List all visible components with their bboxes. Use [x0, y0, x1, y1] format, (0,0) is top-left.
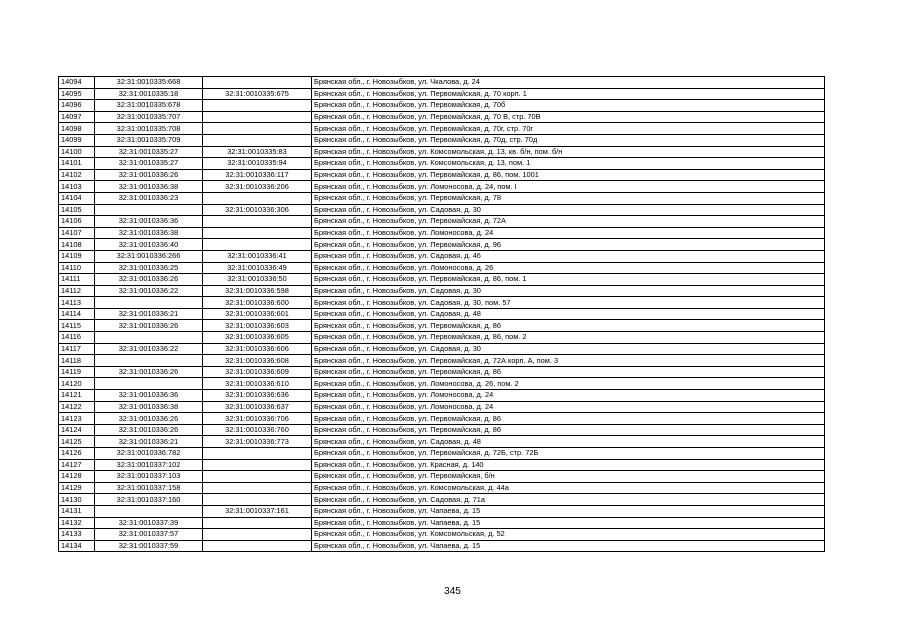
building-number-cell: 32:31:0010336:598 [203, 285, 312, 297]
building-number-cell [203, 123, 312, 135]
land-plot-number-cell: 32:31:0010336:22 [95, 343, 203, 355]
row-number-cell: 14106 [59, 216, 95, 228]
table-row [59, 216, 825, 228]
land-plot-number-cell [95, 355, 203, 367]
address-cell: Брянская обл., г. Новозыбков, ул. Комсомольская, д. 44а [312, 482, 825, 494]
address-cell: Брянская обл., г. Новозыбков, ул. Ломоносова, д. 26, пом. 2 [312, 378, 825, 390]
land-plot-number-cell: 32:31:0010336:40 [95, 239, 203, 251]
table-row [59, 111, 825, 123]
land-plot-number-cell: 32:31:0010337:158 [95, 482, 203, 494]
address-cell: Брянская обл., г. Новозыбков, ул. Садовая, д. 46 [312, 250, 825, 262]
table-row [59, 227, 825, 239]
table-row [59, 134, 825, 146]
table-row [59, 239, 825, 251]
building-number-cell: 32:31:0010336:117 [203, 169, 312, 181]
row-number-cell: 14127 [59, 459, 95, 471]
land-plot-number-cell: 32:31:0010336:26 [95, 424, 203, 436]
land-plot-number-cell: 32:31:0010336:25 [95, 262, 203, 274]
row-number-cell: 14108 [59, 239, 95, 251]
address-cell: Брянская обл., г. Новозыбков, ул. Первомайская, д. 86 [312, 320, 825, 332]
row-number-cell: 14102 [59, 169, 95, 181]
building-number-cell: 32:31:0010336:306 [203, 204, 312, 216]
table-row [59, 262, 825, 274]
row-number-cell: 14094 [59, 77, 95, 89]
building-number-cell [203, 134, 312, 146]
address-cell: Брянская обл., г. Новозыбков, ул. Первомайская, д. 86 [312, 413, 825, 425]
table-row [59, 274, 825, 286]
table-row [59, 540, 825, 552]
address-cell: Брянская обл., г. Новозыбков, ул. Садовая, д. 71а [312, 494, 825, 506]
address-cell: Брянская обл., г. Новозыбков, ул. Садовая, д. 48 [312, 436, 825, 448]
row-number-cell: 14101 [59, 158, 95, 170]
row-number-cell: 14107 [59, 227, 95, 239]
land-plot-number-cell: 32:31:0010336:266 [95, 250, 203, 262]
table-row [59, 401, 825, 413]
building-number-cell: 32:31:0010336:41 [203, 250, 312, 262]
building-number-cell: 32:31:0010336:206 [203, 181, 312, 193]
land-plot-number-cell: 32:31:0010337:160 [95, 494, 203, 506]
table-row [59, 378, 825, 390]
table-row [59, 100, 825, 112]
table-row [59, 413, 825, 425]
address-cell: Брянская обл., г. Новозыбков, ул. Садовая, д. 30 [312, 343, 825, 355]
address-cell: Брянская обл., г. Новозыбков, ул. Первомайская, д. 86 [312, 424, 825, 436]
address-cell: Брянская обл., г. Новозыбков, ул. Ломоносова, д. 26 [312, 262, 825, 274]
address-cell: Брянская обл., г. Новозыбков, ул. Первомайская, д. 86, пом. 1 [312, 274, 825, 286]
building-number-cell [203, 227, 312, 239]
table-row [59, 343, 825, 355]
building-number-cell: 32:31:0010336:600 [203, 297, 312, 309]
row-number-cell: 14095 [59, 88, 95, 100]
table-row [59, 494, 825, 506]
address-cell: Брянская обл., г. Новозыбков, ул. Первомайская, д. 72А [312, 216, 825, 228]
building-number-cell: 32:31:0010337:161 [203, 505, 312, 517]
land-plot-number-cell: 32:31:0010336:782 [95, 448, 203, 460]
building-number-cell: 32:31:0010336:50 [203, 274, 312, 286]
land-plot-number-cell: 32:31:0010335:678 [95, 100, 203, 112]
land-plot-number-cell: 32:31:0010336:26 [95, 169, 203, 181]
row-number-cell: 14119 [59, 366, 95, 378]
land-plot-number-cell: 32:31:0010335:18 [95, 88, 203, 100]
row-number-cell: 14105 [59, 204, 95, 216]
table-row [59, 517, 825, 529]
building-number-cell: 32:31:0010336:636 [203, 390, 312, 402]
row-number-cell: 14109 [59, 250, 95, 262]
table-row [59, 529, 825, 541]
land-plot-number-cell: 32:31:0010336:22 [95, 285, 203, 297]
land-plot-number-cell: 32:31:0010335:668 [95, 77, 203, 89]
building-number-cell [203, 239, 312, 251]
land-plot-number-cell: 32:31:0010336:23 [95, 192, 203, 204]
row-number-cell: 14100 [59, 146, 95, 158]
land-plot-number-cell: 32:31:0010336:36 [95, 216, 203, 228]
page-number: 345 [444, 586, 461, 597]
table-row [59, 436, 825, 448]
table-row [59, 88, 825, 100]
building-number-cell: 32:31:0010335:94 [203, 158, 312, 170]
table-row [59, 355, 825, 367]
building-number-cell: 32:31:0010336:637 [203, 401, 312, 413]
row-number-cell: 14123 [59, 413, 95, 425]
building-number-cell: 32:31:0010336:605 [203, 332, 312, 344]
row-number-cell: 14110 [59, 262, 95, 274]
address-cell: Брянская обл., г. Новозыбков, ул. Первомайская, д. 86 [312, 366, 825, 378]
cadastral-registry-table [58, 76, 825, 552]
address-cell: Брянская обл., г. Новозыбков, ул. Первомайская, д. 72Б, стр. 72Б [312, 448, 825, 460]
table-row [59, 250, 825, 262]
building-number-cell: 32:31:0010336:610 [203, 378, 312, 390]
address-cell: Брянская обл., г. Новозыбков, ул. Первомайская, д. 86, пом. 1001 [312, 169, 825, 181]
row-number-cell: 14115 [59, 320, 95, 332]
building-number-cell [203, 192, 312, 204]
address-cell: Брянская обл., г. Новозыбков, ул. Первомайская, д. 70б [312, 100, 825, 112]
row-number-cell: 14125 [59, 436, 95, 448]
address-cell: Брянская обл., г. Новозыбков, ул. Комсомольская, д. 13, кв. б/н, пом. б/н [312, 146, 825, 158]
address-cell: Брянская обл., г. Новозыбков, ул. Первомайская, д. 86, пом. 2 [312, 332, 825, 344]
address-cell: Брянская обл., г. Новозыбков, ул. Первомайская, д. 70 В, стр. 70В [312, 111, 825, 123]
address-cell: Брянская обл., г. Новозыбков, ул. Садовая, д. 30 [312, 204, 825, 216]
land-plot-number-cell: 32:31:0010336:26 [95, 413, 203, 425]
land-plot-number-cell: 32:31:0010336:36 [95, 390, 203, 402]
row-number-cell: 14112 [59, 285, 95, 297]
building-number-cell: 32:31:0010336:609 [203, 366, 312, 378]
building-number-cell [203, 216, 312, 228]
address-cell: Брянская обл., г. Новозыбков, ул. Ломоносова, д. 24, пом. I [312, 181, 825, 193]
table-row [59, 123, 825, 135]
table-row [59, 297, 825, 309]
row-number-cell: 14096 [59, 100, 95, 112]
table-row [59, 424, 825, 436]
row-number-cell: 14120 [59, 378, 95, 390]
address-cell: Брянская обл., г. Новозыбков, ул. Садовая, д. 48 [312, 308, 825, 320]
table-row [59, 471, 825, 483]
land-plot-number-cell: 32:31:0010336:26 [95, 320, 203, 332]
row-number-cell: 14121 [59, 390, 95, 402]
row-number-cell: 14118 [59, 355, 95, 367]
building-number-cell: 32:31:0010336:760 [203, 424, 312, 436]
row-number-cell: 14130 [59, 494, 95, 506]
building-number-cell: 32:31:0010336:706 [203, 413, 312, 425]
building-number-cell [203, 517, 312, 529]
table-row [59, 158, 825, 170]
land-plot-number-cell: 32:31:0010335:709 [95, 134, 203, 146]
row-number-cell: 14116 [59, 332, 95, 344]
row-number-cell: 14133 [59, 529, 95, 541]
address-cell: Брянская обл., г. Новозыбков, ул. Комсомольская, д. 13, пом. 1 [312, 158, 825, 170]
land-plot-number-cell [95, 332, 203, 344]
building-number-cell [203, 448, 312, 460]
building-number-cell: 32:31:0010336:606 [203, 343, 312, 355]
land-plot-number-cell: 32:31:0010337:59 [95, 540, 203, 552]
row-number-cell: 14098 [59, 123, 95, 135]
land-plot-number-cell: 32:31:0010335:27 [95, 146, 203, 158]
building-number-cell: 32:31:0010336:49 [203, 262, 312, 274]
building-number-cell: 32:31:0010335:83 [203, 146, 312, 158]
address-cell: Брянская обл., г. Новозыбков, ул. Ломоносова, д. 24 [312, 227, 825, 239]
row-number-cell: 14122 [59, 401, 95, 413]
land-plot-number-cell: 32:31:0010335:707 [95, 111, 203, 123]
address-cell: Брянская обл., г. Новозыбков, ул. Красная, д. 140 [312, 459, 825, 471]
building-number-cell [203, 494, 312, 506]
table-row [59, 285, 825, 297]
table-row [59, 505, 825, 517]
address-cell: Брянская обл., г. Новозыбков, ул. Комсомольская, д. 52 [312, 529, 825, 541]
row-number-cell: 14132 [59, 517, 95, 529]
land-plot-number-cell: 32:31:0010335:708 [95, 123, 203, 135]
address-cell: Брянская обл., г. Новозыбков, ул. Первомайская, д. 78 [312, 192, 825, 204]
building-number-cell [203, 529, 312, 541]
row-number-cell: 14126 [59, 448, 95, 460]
address-cell: Брянская обл., г. Новозыбков, ул. Садовая, д. 30 [312, 285, 825, 297]
table-row [59, 366, 825, 378]
row-number-cell: 14114 [59, 308, 95, 320]
land-plot-number-cell: 32:31:0010335:27 [95, 158, 203, 170]
land-plot-number-cell: 32:31:0010336:21 [95, 436, 203, 448]
land-plot-number-cell: 32:31:0010336:26 [95, 274, 203, 286]
address-cell: Брянская обл., г. Новозыбков, ул. Чкалова, д. 24 [312, 77, 825, 89]
row-number-cell: 14134 [59, 540, 95, 552]
building-number-cell: 32:31:0010336:601 [203, 308, 312, 320]
row-number-cell: 14103 [59, 181, 95, 193]
table-row [59, 204, 825, 216]
table-row [59, 332, 825, 344]
building-number-cell [203, 111, 312, 123]
building-number-cell: 32:31:0010336:608 [203, 355, 312, 367]
table-row [59, 448, 825, 460]
registry-table-body [59, 77, 825, 552]
row-number-cell: 14099 [59, 134, 95, 146]
land-plot-number-cell: 32:31:0010336:38 [95, 181, 203, 193]
address-cell: Брянская обл., г. Новозыбков, ул. Ломоносова, д. 24 [312, 390, 825, 402]
row-number-cell: 14128 [59, 471, 95, 483]
building-number-cell [203, 77, 312, 89]
building-number-cell [203, 540, 312, 552]
land-plot-number-cell: 32:31:0010337:57 [95, 529, 203, 541]
table-row [59, 181, 825, 193]
building-number-cell: 32:31:0010336:603 [203, 320, 312, 332]
land-plot-number-cell: 32:31:0010337:39 [95, 517, 203, 529]
table-row [59, 169, 825, 181]
address-cell: Брянская обл., г. Новозыбков, ул. Чапаева, д. 15 [312, 505, 825, 517]
address-cell: Брянская обл., г. Новозыбков, ул. Чапаева, д. 15 [312, 517, 825, 529]
address-cell: Брянская обл., г. Новозыбков, ул. Первомайская, д. 70д, стр. 70д [312, 134, 825, 146]
table-row [59, 192, 825, 204]
building-number-cell: 32:31:0010335:675 [203, 88, 312, 100]
row-number-cell: 14104 [59, 192, 95, 204]
table-row [59, 390, 825, 402]
building-number-cell [203, 471, 312, 483]
row-number-cell: 14131 [59, 505, 95, 517]
row-number-cell: 14124 [59, 424, 95, 436]
table-row [59, 320, 825, 332]
land-plot-number-cell [95, 204, 203, 216]
building-number-cell [203, 100, 312, 112]
table-row [59, 77, 825, 89]
land-plot-number-cell: 32:31:0010337:103 [95, 471, 203, 483]
land-plot-number-cell: 32:31:0010336:26 [95, 366, 203, 378]
address-cell: Брянская обл., г. Новозыбков, ул. Первомайская, д. 70г, стр. 70г [312, 123, 825, 135]
address-cell: Брянская обл., г. Новозыбков, ул. Первомайская, д. 96 [312, 239, 825, 251]
land-plot-number-cell [95, 297, 203, 309]
row-number-cell: 14097 [59, 111, 95, 123]
row-number-cell: 14111 [59, 274, 95, 286]
land-plot-number-cell: 32:31:0010336:38 [95, 401, 203, 413]
address-cell: Брянская обл., г. Новозыбков, ул. Ломоносова, д. 24 [312, 401, 825, 413]
address-cell: Брянская обл., г. Новозыбков, ул. Первомайская, б/н [312, 471, 825, 483]
land-plot-number-cell [95, 378, 203, 390]
land-plot-number-cell: 32:31:0010336:21 [95, 308, 203, 320]
row-number-cell: 14117 [59, 343, 95, 355]
table-row [59, 146, 825, 158]
land-plot-number-cell: 32:31:0010337:102 [95, 459, 203, 471]
land-plot-number-cell: 32:31:0010336:38 [95, 227, 203, 239]
table-row [59, 308, 825, 320]
row-number-cell: 14129 [59, 482, 95, 494]
address-cell: Брянская обл., г. Новозыбков, ул. Первомайская, д. 72А корп. А, пом. 3 [312, 355, 825, 367]
address-cell: Брянская обл., г. Новозыбков, ул. Садовая, д. 30, пом. 57 [312, 297, 825, 309]
address-cell: Брянская обл., г. Новозыбков, ул. Первомайская, д. 70 корп. 1 [312, 88, 825, 100]
table-row [59, 482, 825, 494]
land-plot-number-cell [95, 505, 203, 517]
row-number-cell: 14113 [59, 297, 95, 309]
building-number-cell [203, 482, 312, 494]
address-cell: Брянская обл., г. Новозыбков, ул. Чапаева, д. 15 [312, 540, 825, 552]
table-row [59, 459, 825, 471]
building-number-cell: 32:31:0010336:773 [203, 436, 312, 448]
building-number-cell [203, 459, 312, 471]
